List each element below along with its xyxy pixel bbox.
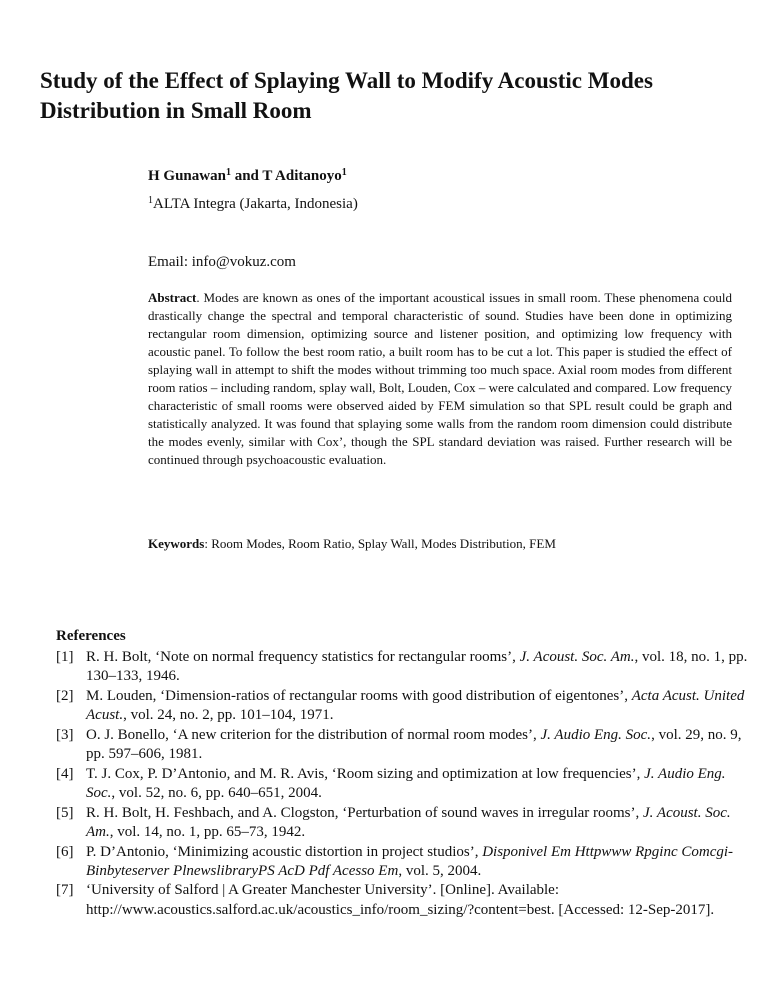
reference-text: R. H. Bolt, ‘Note on normal frequency statistics for rectangular rooms’, J. Acoust. Soc. Am., vol. 18, no. 1, pp. 130–133, 1946. <box>86 649 748 685</box>
references-heading: References <box>56 628 126 644</box>
affiliation <box>148 196 358 213</box>
author-email: Email: info@vokuz.com <box>148 254 296 270</box>
reference-text: P. D’Antonio, ‘Minimizing acoustic distortion in project studios’, Disponivel Em Httpwww Rpginc Comcgi-Binbyteserver PlnewslibraryPS AcD Pdf Acesso Em, vol. 5, 2004. <box>86 843 734 879</box>
reference-text: ‘University of Salford | A Greater Manchester University’. [Online]. Available: http://www.acoustics.salford.ac.uk/acoustics_info/room_sizing/?content=best. [Accessed: 12-Sep-2017]. <box>86 882 715 918</box>
reference-number: [2] <box>56 687 74 704</box>
reference-item <box>56 843 751 881</box>
reference-text: T. J. Cox, P. D’Antonio, and M. R. Avis, ‘Room sizing and optimization at low frequencies’, J. Audio Eng. Soc., vol. 52, no. 6, pp. 640–651, 2004. <box>86 765 726 801</box>
paper-title: Study of the Effect of Splaying Wall to Modify Acoustic Modes Distribution in Small Room <box>40 68 653 123</box>
author-line <box>148 168 347 185</box>
abstract-text: . Modes are known as ones of the important acoustical issues in small room. These phenomena could drastically change the spectral and temporal characteristic of sound. Studies have been done in optimizing rectangular room dimension, optimizing source and listener position, and optimizing low frequency with acoustic panel. To follow the best room ratio, a built room has to be cut a lot. This paper is studied the effect of splaying wall in attempt to shift the modes without trimming too much space. Axial room modes from different room ratios – including random, splay wall, Bolt, Louden, Cox – were calculated and compared. Low frequency characteristic of small rooms were observed aided by FEM simulation so that SPL result could be graph and statistically analyzed. It was found that splaying some walls from the random room dimension could distribute the modes evenly, similar with Cox’, though the SPL standard deviation was raised. Further research will be continued through psychoacoustic evaluation. <box>148 290 732 467</box>
reference-item <box>56 881 751 919</box>
reference-text: R. H. Bolt, H. Feshbach, and A. Clogston, ‘Perturbation of sound waves in irregular rooms’, J. Acoust. Soc. Am., vol. 14, no. 1, pp. 65–73, 1942. <box>86 804 731 840</box>
author-affiliation-marker: 1 <box>341 167 347 178</box>
reference-number: [6] <box>56 843 74 860</box>
reference-number: [7] <box>56 882 74 899</box>
reference-list <box>56 648 751 920</box>
author-name: H Gunawan <box>148 168 226 184</box>
reference-item <box>56 687 751 725</box>
keywords-label: Keywords <box>148 536 205 551</box>
reference-number: [5] <box>56 804 74 821</box>
reference-number: [4] <box>56 765 74 782</box>
reference-item <box>56 804 751 842</box>
author-affiliation-marker: 1 <box>225 167 231 178</box>
reference-item <box>56 765 751 803</box>
reference-text: M. Louden, ‘Dimension-ratios of rectangular rooms with good distribution of eigentones’, Acta Acust. United Acust., vol. 24, no. 2, pp. 101–104, 1971. <box>86 687 745 724</box>
reference-item <box>56 648 751 686</box>
author-name: T Aditanoyo <box>262 168 342 184</box>
abstract <box>148 289 732 469</box>
author-conjunction: and <box>230 168 263 184</box>
reference-text: O. J. Bonello, ‘A new criterion for the distribution of normal room modes’, J. Audio Eng. Soc., vol. 29, no. 9, pp. 597–606, 1981. <box>86 726 742 763</box>
affiliation-marker: 1 <box>148 195 153 206</box>
keywords <box>148 536 556 552</box>
reference-number: [1] <box>56 649 74 665</box>
affiliation-text: ALTA Integra (Jakarta, Indonesia) <box>153 196 358 212</box>
abstract-label: Abstract <box>148 290 197 305</box>
reference-number: [3] <box>56 726 74 743</box>
reference-item <box>56 726 751 764</box>
keywords-text: : Room Modes, Room Ratio, Splay Wall, Modes Distribution, FEM <box>204 536 556 551</box>
